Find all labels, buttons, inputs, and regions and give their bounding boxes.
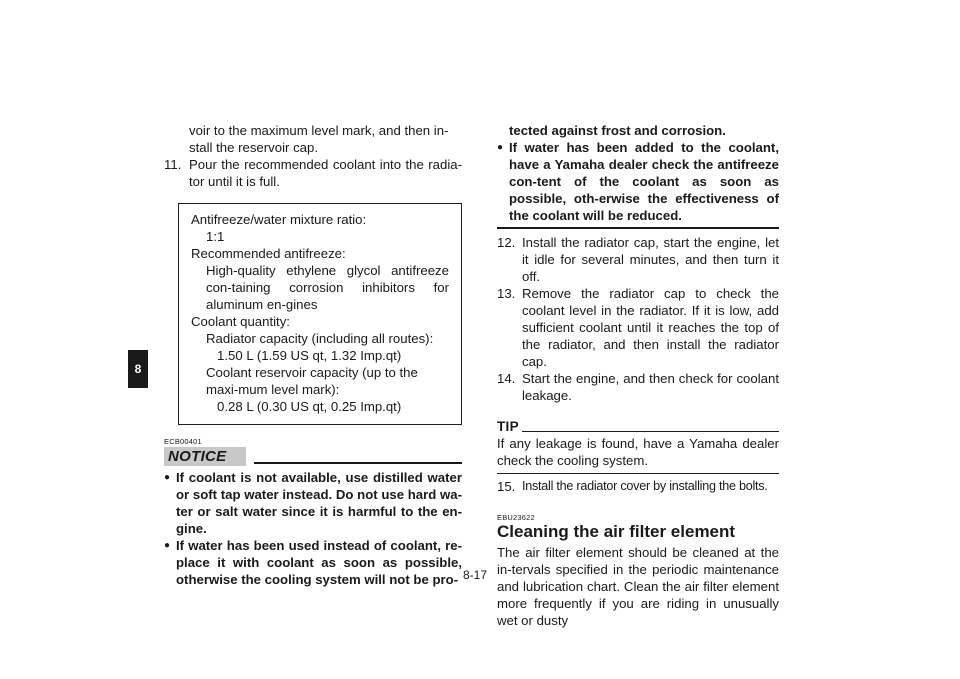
notice-body xyxy=(164,469,462,588)
notice-bullet-3-text: If water has been added to the coolant, have a Yamaha dealer check the antifreeze con-tent of the coolant as soon as possible, oth-erwise the effectiveness of the coolant will be reduced. xyxy=(509,140,779,223)
ratio-value: 1:1 xyxy=(206,229,225,244)
step-12 xyxy=(497,234,779,285)
antifreeze-value: High-quality ethylene glycol antifreeze con-taining corrosion inhibitors for aluminum en-gines xyxy=(206,263,449,312)
antifreeze-label: Recommended antifreeze: xyxy=(191,246,346,261)
notice-header xyxy=(164,447,462,466)
notice-bullet-2-text: If water has been used instead of coolant, re-place it with coolant as soon as possible, otherwise the cooling system will not be pro- xyxy=(176,538,462,587)
notice-bullet-3 xyxy=(497,139,779,224)
notice-end-rule xyxy=(497,227,779,229)
step-11-number: 11. xyxy=(164,157,182,172)
step-14-text: Start the engine, and then check for coolant leakage. xyxy=(522,371,779,403)
left-column xyxy=(164,122,462,588)
section-code: EBU23622 xyxy=(497,513,535,522)
step-11 xyxy=(164,156,462,190)
quantity-label: Coolant quantity: xyxy=(191,314,290,329)
step10-continuation xyxy=(164,122,462,156)
page-number: 8-17 xyxy=(463,568,488,582)
bullet-icon: ● xyxy=(164,472,171,483)
step-15-text: Install the radiator cover by installing the bolts. xyxy=(522,479,768,493)
step-13-text: Remove the radiator cap to check the coolant level in the radiator. If it is low, add sufficient coolant until it reaches the top of the radiator, and then install the radiator cap. xyxy=(522,286,779,369)
reservoir-capacity-label: Coolant reservoir capacity (up to the maxi-mum level mark): xyxy=(206,365,418,397)
bullet-icon: ● xyxy=(164,540,171,551)
radiator-capacity-label: Radiator capacity (including all routes): xyxy=(206,331,434,346)
notice-label: NOTICE xyxy=(164,447,246,466)
bullet-icon: ● xyxy=(497,142,504,153)
reservoir-capacity-value: 0.28 L (0.30 US qt, 0.25 Imp.qt) xyxy=(217,399,402,414)
step-12-number: 12. xyxy=(497,235,516,250)
tip-header xyxy=(497,418,779,435)
notice-rule xyxy=(254,462,462,464)
notice-bullet-2 xyxy=(164,537,462,588)
step-13 xyxy=(497,285,779,370)
step-14-number: 14. xyxy=(497,371,516,386)
chapter-tab xyxy=(128,350,148,388)
section-title: Cleaning the air filter element xyxy=(497,522,736,541)
step-15-number: 15. xyxy=(497,479,516,494)
tip-text: If any leakage is found, have a Yamaha dealer check the cooling system. xyxy=(497,436,779,468)
step-11-text: Pour the recommended coolant into the radia-tor until it is full. xyxy=(189,157,462,189)
notice-bullet-1-text: If coolant is not available, use distilled water or soft tap water instead. Do not use hard wa-ter or salt water since it is harmful to the en-gine. xyxy=(176,470,462,536)
tip-rule xyxy=(522,431,779,432)
chapter-tab-number: 8 xyxy=(134,362,142,376)
notice-bullet-1 xyxy=(164,469,462,537)
step10-line2: stall the reservoir cap. xyxy=(189,140,318,155)
section-body: The air filter element should be cleaned at the in-tervals specified in the periodic maintenance and lubrication chart. Clean the air filter element more frequently if you are riding in unusually wet or dusty xyxy=(497,545,779,628)
notice-code: ECB00401 xyxy=(164,437,202,446)
coolant-spec-box xyxy=(178,203,462,425)
step-12-text: Install the radiator cap, start the engine, let it idle for several minutes, and then turn it off. xyxy=(522,235,779,284)
step10-line1: voir to the maximum level mark, and then in- xyxy=(189,123,449,138)
ratio-label: Antifreeze/water mixture ratio: xyxy=(191,212,367,227)
step-14 xyxy=(497,370,779,404)
right-column xyxy=(497,122,779,629)
notice-continuation: tected against frost and corrosion. xyxy=(509,123,726,138)
tip-label: TIP xyxy=(497,419,519,434)
step-13-number: 13. xyxy=(497,286,516,301)
radiator-capacity-value: 1.50 L (1.59 US qt, 1.32 Imp.qt) xyxy=(217,348,402,363)
tip-end-rule xyxy=(497,473,779,474)
step-15 xyxy=(497,478,779,495)
